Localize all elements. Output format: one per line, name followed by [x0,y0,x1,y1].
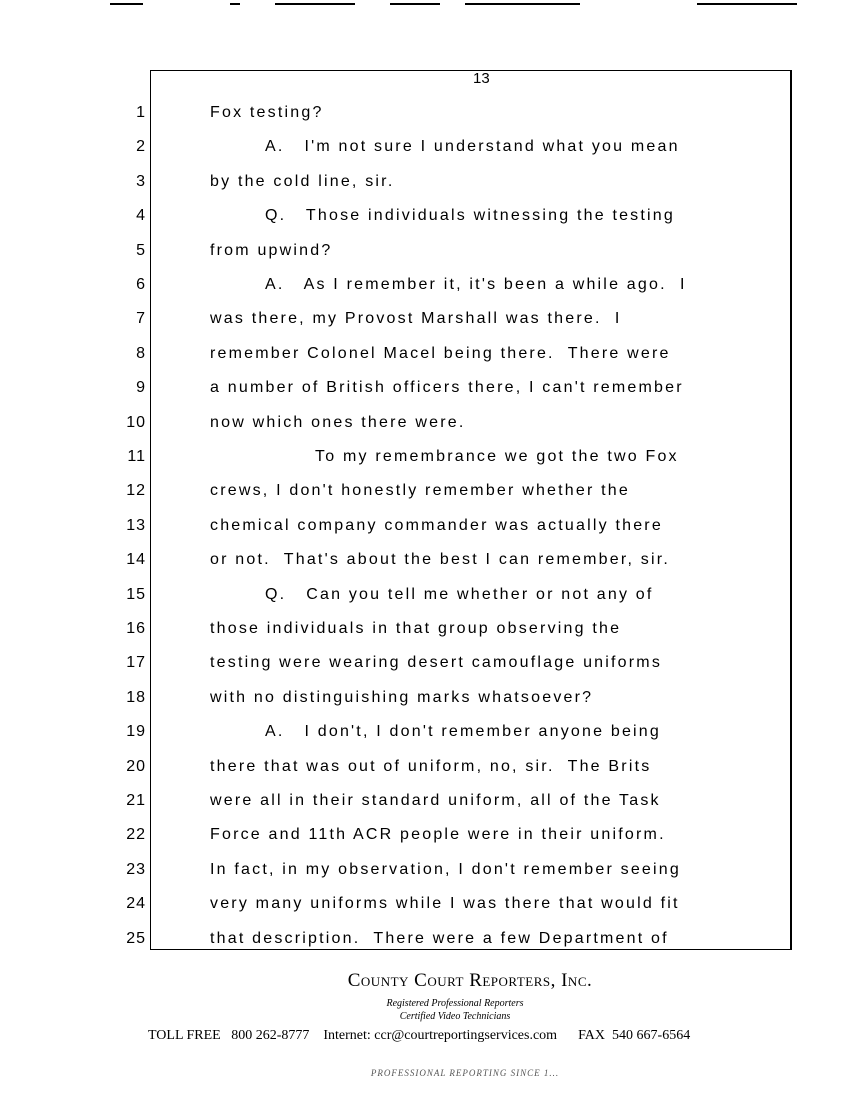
line-number: 9 [136,379,146,397]
transcript-line: were all in their standard uniform, all of the Task [210,792,661,809]
line-number: 5 [136,241,146,259]
transcript-line: crews, I don't honestly remember whether the [210,482,631,500]
line-number: 25 [126,929,146,947]
line-number: 1 [136,104,146,121]
line-number: 20 [126,757,146,775]
transcript-line: A. As I remember it, it's been a while ago. I [265,276,687,293]
transcript-line: now which ones there were. [210,413,466,431]
transcript-line: a number of British officers there, I can't remember [210,379,684,397]
line-number: 8 [136,344,146,362]
transcript-line: chemical company commander was actually there [210,516,663,534]
transcript-line: Force and 11th ACR people were in their uniform. [210,826,666,844]
transcript-line: A. I don't, I don't remember anyone being [265,723,661,741]
line-number: 16 [126,620,146,637]
transcript-line: from upwind? [210,241,333,259]
transcript-line: that description. There were a few Department of [210,929,669,947]
line-number: 3 [136,172,146,190]
line-number: 7 [136,310,146,328]
line-number: 17 [126,654,146,672]
transcript-line: remember Colonel Macel being there. There were [210,344,671,362]
transcript-line: was there, my Provost Marshall was there. I [210,310,622,328]
company-tagline: Registered Professional Reporters [386,998,524,1009]
line-number: 19 [126,723,146,741]
company-tagline: Certified Video Technicians [399,1011,511,1022]
line-number: 24 [126,895,146,913]
line-number: 2 [136,138,146,156]
transcript-line: Q. Those individuals witnessing the testing [265,207,675,225]
transcript-line: those individuals in that group observing the [210,620,622,637]
transcript-line: or not. That's about the best I can remember, sir. [210,551,671,569]
line-number: 13 [126,516,146,534]
scan-artifact [110,3,143,5]
scan-artifact [230,3,240,5]
line-number: 22 [126,826,146,844]
transcript-line: very many uniforms while I was there that would fit [210,895,680,913]
certification-note: PROFESSIONAL REPORTING SINCE 1... [370,1068,560,1078]
scan-artifact [275,3,355,5]
transcript-line: To my remembrance we got the two Fox [315,448,679,465]
line-number: 18 [126,688,146,706]
line-number: 6 [136,276,146,293]
page-number: 13 [473,70,490,87]
line-number: 10 [126,413,146,431]
line-number: 21 [126,792,146,809]
transcript-line: testing were wearing desert camouflage uniforms [210,654,663,672]
scan-artifact [465,3,580,5]
line-number: 4 [136,207,146,225]
line-number: 14 [126,551,146,569]
scan-artifact [390,3,440,5]
transcript-line: with no distinguishing marks whatsoever? [210,688,594,706]
transcript-line: by the cold line, sir. [210,172,395,190]
transcript-line: Fox testing? [210,104,324,121]
transcript-frame [150,70,792,950]
company-name: County Court Reporters, Inc. [347,970,593,991]
transcript-line: there that was out of uniform, no, sir. The Brits [210,757,652,775]
scan-artifact [697,3,797,5]
line-number: 15 [126,585,146,603]
transcript-line: In fact, in my observation, I don't remember seeing [210,860,681,878]
company-contact: TOLL FREE 800 262-8777 Internet: ccr@courtreportingservices.com FAX 540 667-6564 [148,1028,691,1043]
transcript-line: A. I'm not sure I understand what you mean [265,138,680,156]
line-number: 11 [127,448,146,465]
line-number: 23 [126,860,146,878]
line-number: 12 [126,482,146,500]
transcript-line: Q. Can you tell me whether or not any of [265,585,654,603]
